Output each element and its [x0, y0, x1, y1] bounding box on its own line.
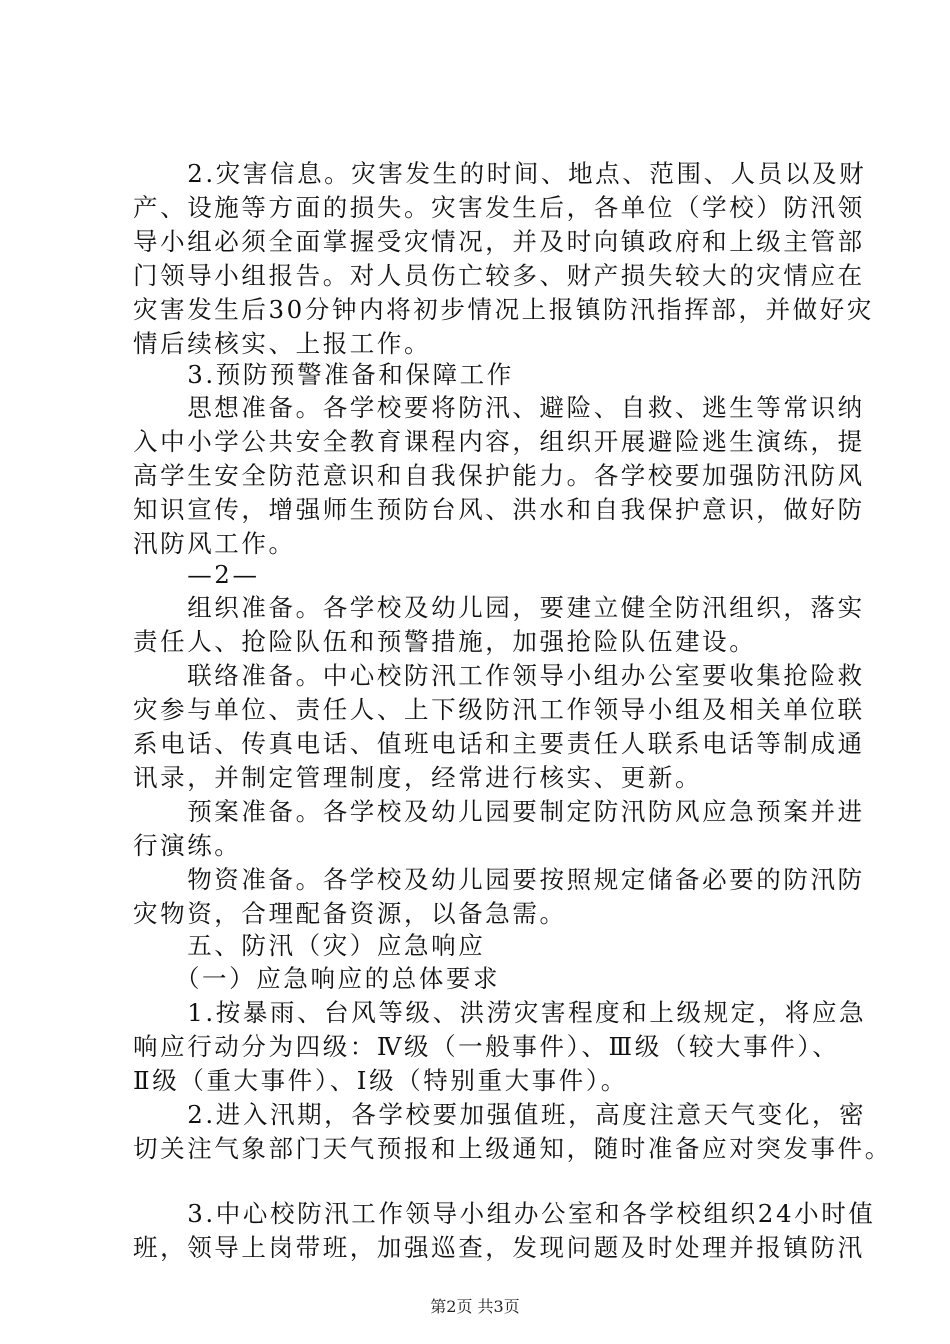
text-line: 2.进入汛期，各学校要加强值班，高度注意天气变化，密	[133, 1100, 867, 1129]
text-line: 联络准备。中心校防汛工作领导小组办公室要收集抢险救	[133, 661, 865, 690]
text-line: 3.中心校防汛工作领导小组办公室和各学校组织24小时值	[133, 1199, 876, 1228]
text-line: 入中小学公共安全教育课程内容，组织开展避险逃生演练，提	[133, 427, 865, 456]
text-line: 灾害发生后30分钟内将初步情况上报镇防汛指挥部，并做好灾	[133, 295, 874, 324]
text-line: 响应行动分为四级：Ⅳ级（一般事件）、Ⅲ级（较大事件）、	[133, 1032, 840, 1061]
page-footer: 第2页 共3页	[430, 1297, 520, 1316]
text-line: 2.灾害信息。灾害发生的时间、地点、范围、人员以及财	[133, 159, 867, 188]
blank-line	[133, 1166, 873, 1200]
text-line: 产、设施等方面的损失。灾害发生后，各单位（学校）防汛领	[133, 193, 865, 222]
text-line: 1.按暴雨、台风等级、洪涝灾害程度和上级规定，将应急	[133, 998, 867, 1027]
page-marker: —2—	[133, 560, 260, 589]
text-line: 行演练。	[133, 831, 242, 860]
text-line: 灾参与单位、责任人、上下级防汛工作领导小组及相关单位联	[133, 695, 865, 724]
text-line: 责任人、抢险队伍和预警措施，加强抢险队伍建设。	[133, 627, 757, 656]
text-line: 预案准备。各学校及幼儿园要制定防汛防风应急预案并进	[133, 797, 865, 826]
text-line: 思想准备。各学校要将防汛、避险、自救、逃生等常识纳	[133, 393, 865, 422]
text-line: 系电话、传真电话、值班电话和主要责任人联系电话等制成通	[133, 729, 865, 758]
text-line: 情后续核实、上报工作。	[133, 329, 432, 358]
section-heading: 五、防汛（灾）应急响应	[133, 931, 486, 960]
text-line: 班，领导上岗带班，加强巡查，发现问题及时处理并报镇防汛	[133, 1233, 865, 1262]
text-line: 切关注气象部门天气预报和上级通知，随时准备应对突发事件。	[133, 1134, 892, 1163]
text-line: 导小组必须全面掌握受灾情况，并及时向镇政府和上级主管部	[133, 227, 865, 256]
text-line: 高学生安全防范意识和自我保护能力。各学校要加强防汛防风	[133, 461, 865, 490]
text-line: 灾物资，合理配备资源，以备急需。	[133, 899, 567, 928]
text-line: 知识宣传，增强师生预防台风、洪水和自我保护意识，做好防	[133, 495, 865, 524]
text-line: 组织准备。各学校及幼儿园，要建立健全防汛组织，落实	[133, 593, 865, 622]
text-line: 讯录，并制定管理制度，经常进行核实、更新。	[133, 763, 703, 792]
text-line: 3.预防预警准备和保障工作	[133, 360, 514, 389]
text-line: 门领导小组报告。对人员伤亡较多、财产损失较大的灾情应在	[133, 261, 865, 290]
text-line: 物资准备。各学校及幼儿园要按照规定储备必要的防汛防	[133, 865, 865, 894]
subsection-heading: （一）应急响应的总体要求	[133, 964, 501, 993]
text-line: Ⅱ级（重大事件）、Ⅰ级（特别重大事件）。	[133, 1066, 628, 1095]
text-line: 汛防风工作。	[133, 529, 296, 558]
